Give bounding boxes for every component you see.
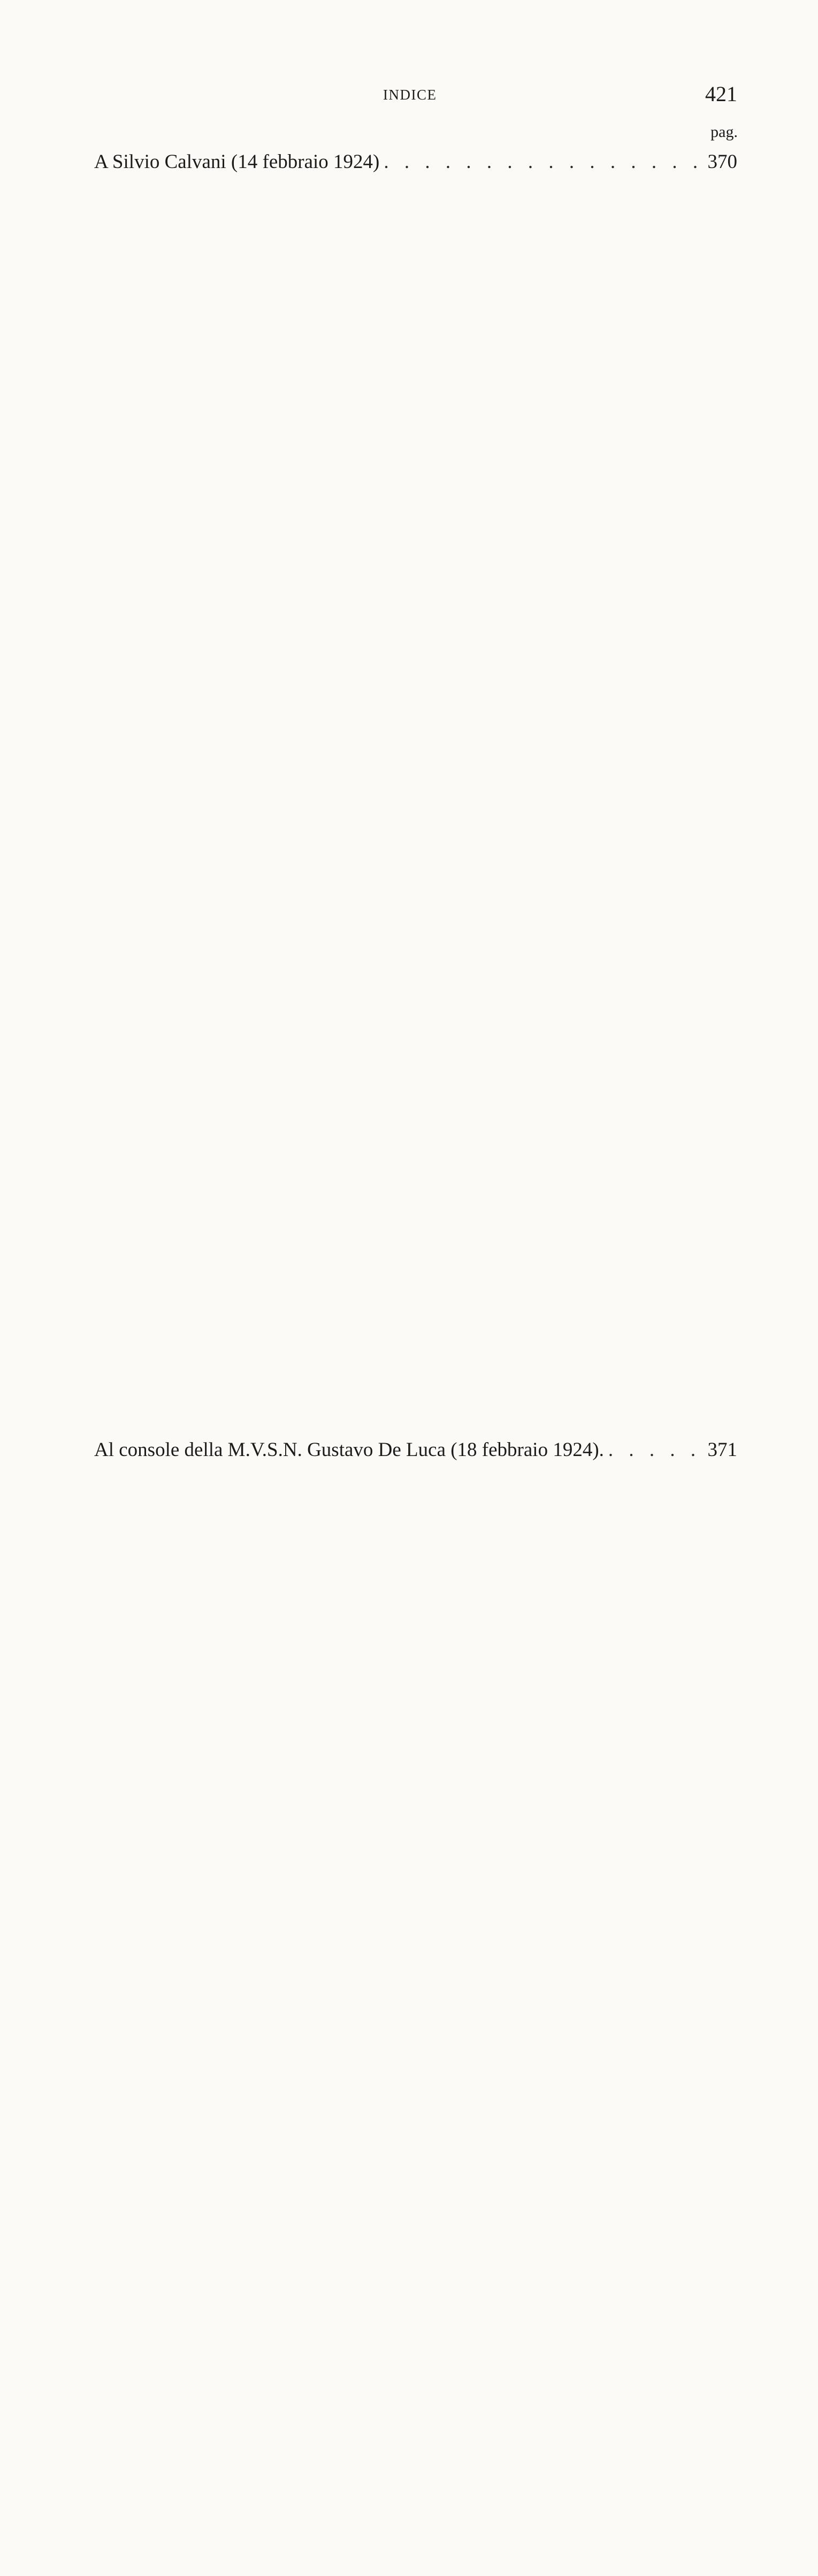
- dot-leader: [384, 149, 699, 175]
- page-column-label: pag.: [710, 123, 738, 141]
- running-header: [94, 81, 737, 113]
- toc-entry: [94, 1437, 737, 2576]
- toc-entry: [94, 149, 737, 1437]
- page-number: 421: [705, 82, 737, 106]
- toc-entry-page: 371: [707, 1439, 737, 1461]
- dot-leader: [608, 1437, 699, 1463]
- header-title: INDICE: [383, 87, 437, 103]
- toc-entry-title: Al console della M.V.S.N. Gustavo De Luca (18 febbraio 1924).: [94, 1439, 604, 1461]
- table-of-contents: [94, 149, 737, 2576]
- toc-entry-page: 370: [707, 151, 737, 173]
- toc-entry-title: A Silvio Calvani (14 febbraio 1924): [94, 151, 380, 173]
